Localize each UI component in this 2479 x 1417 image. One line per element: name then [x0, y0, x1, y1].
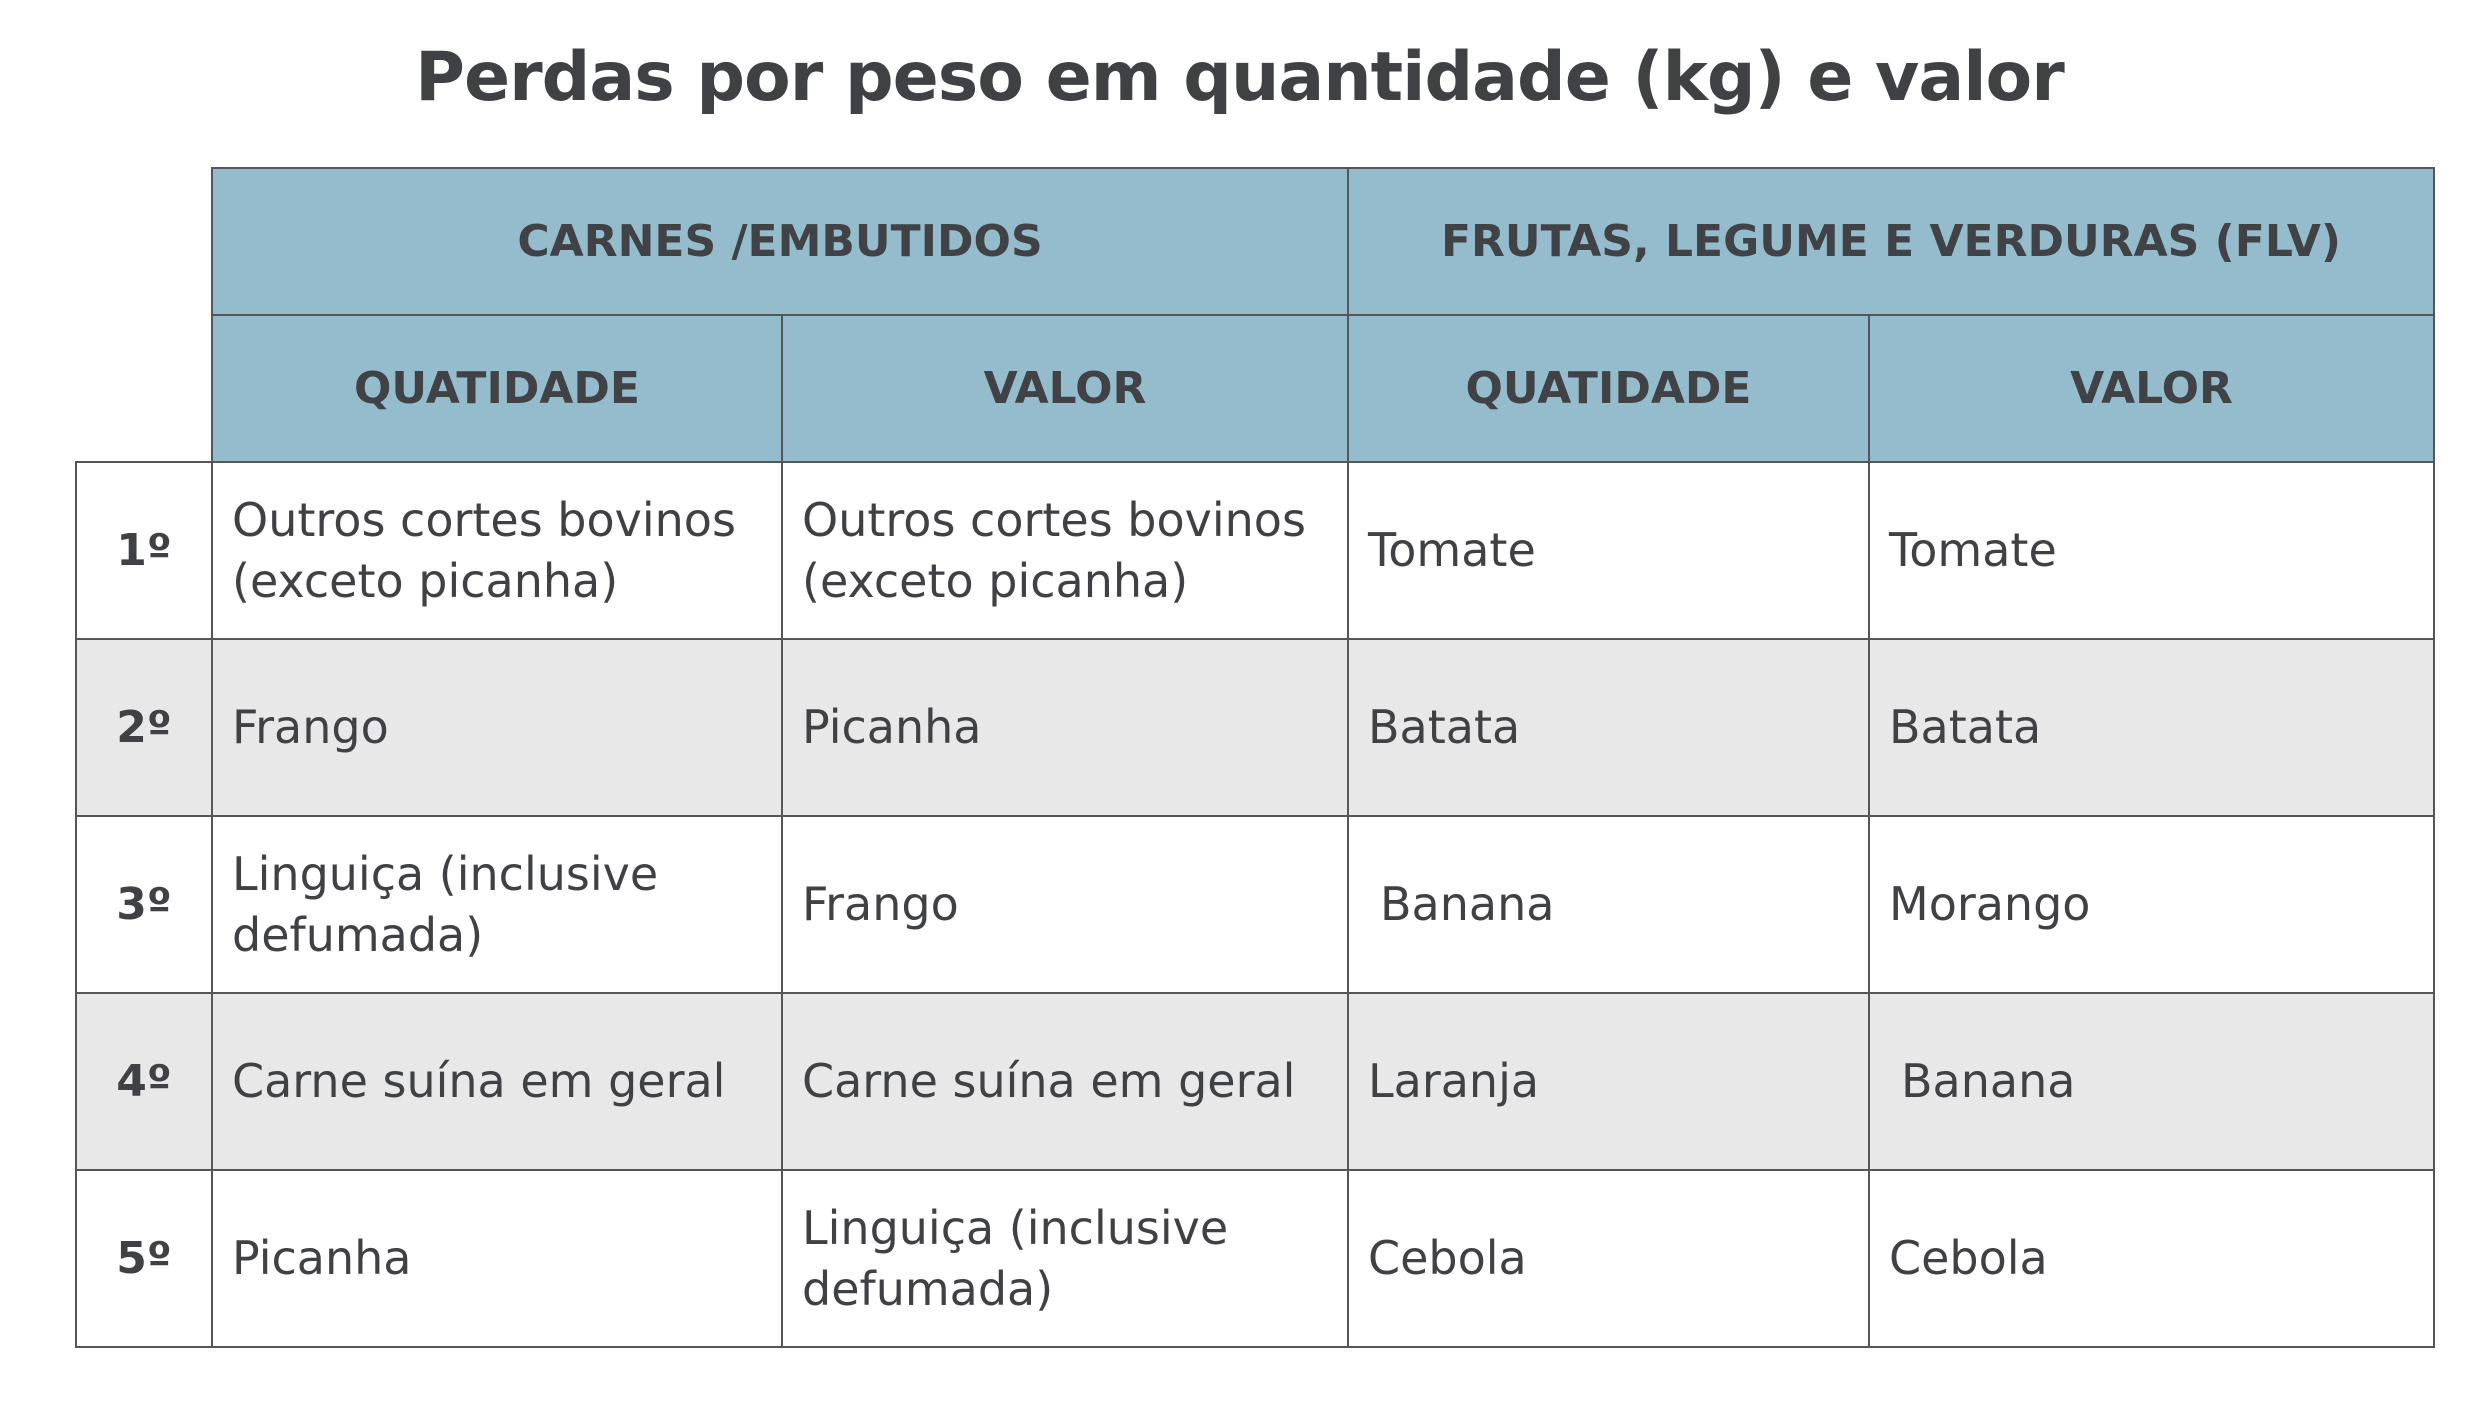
table-cell: Tomate: [1348, 462, 1869, 639]
rank-cell: 1º: [76, 462, 212, 639]
rank-cell: 5º: [76, 1170, 212, 1347]
table-cell: Laranja: [1348, 993, 1869, 1170]
rank-cell: 2º: [76, 639, 212, 816]
table-cell: Frango: [212, 639, 782, 816]
table-cell: Frango: [782, 816, 1348, 993]
group-header-carnes: CARNES /EMBUTIDOS: [212, 168, 1348, 315]
table-cell: Linguiça (inclusive defumada): [782, 1170, 1348, 1347]
table-cell: Carne suína em geral: [212, 993, 782, 1170]
table-cell: Linguiça (inclusive defumada): [212, 816, 782, 993]
table-cell: Cebola: [1869, 1170, 2434, 1347]
header-flv-valor: VALOR: [1869, 315, 2434, 462]
table-cell: Picanha: [782, 639, 1348, 816]
table-cell: Outros cortes bovinos (exceto picanha): [212, 462, 782, 639]
table-row: [76, 462, 2434, 639]
table-cell: Banana: [1348, 816, 1869, 993]
losses-table: [75, 167, 2435, 1348]
table-row: [76, 993, 2434, 1170]
group-header-row: [76, 168, 2434, 315]
corner-cell: [76, 168, 212, 462]
table-cell: Banana: [1869, 993, 2434, 1170]
table-cell: Batata: [1869, 639, 2434, 816]
header-carnes-valor: VALOR: [782, 315, 1348, 462]
table-row: [76, 1170, 2434, 1347]
table-cell: Outros cortes bovinos (exceto picanha): [782, 462, 1348, 639]
rank-cell: 4º: [76, 993, 212, 1170]
table-cell: Cebola: [1348, 1170, 1869, 1347]
page-title: Perdas por peso em quantidade (kg) e valor: [415, 38, 2064, 117]
header-carnes-quantidade: QUATIDADE: [212, 315, 782, 462]
rank-cell: 3º: [76, 816, 212, 993]
table-row: [76, 639, 2434, 816]
table-cell: Tomate: [1869, 462, 2434, 639]
table-row: [76, 816, 2434, 993]
table-cell: Carne suína em geral: [782, 993, 1348, 1170]
table-cell: Morango: [1869, 816, 2434, 993]
table-cell: Picanha: [212, 1170, 782, 1347]
table-cell: Batata: [1348, 639, 1869, 816]
group-header-flv: FRUTAS, LEGUME E VERDURAS (FLV): [1348, 168, 2434, 315]
sub-header-row: [76, 315, 2434, 462]
header-flv-quantidade: QUATIDADE: [1348, 315, 1869, 462]
